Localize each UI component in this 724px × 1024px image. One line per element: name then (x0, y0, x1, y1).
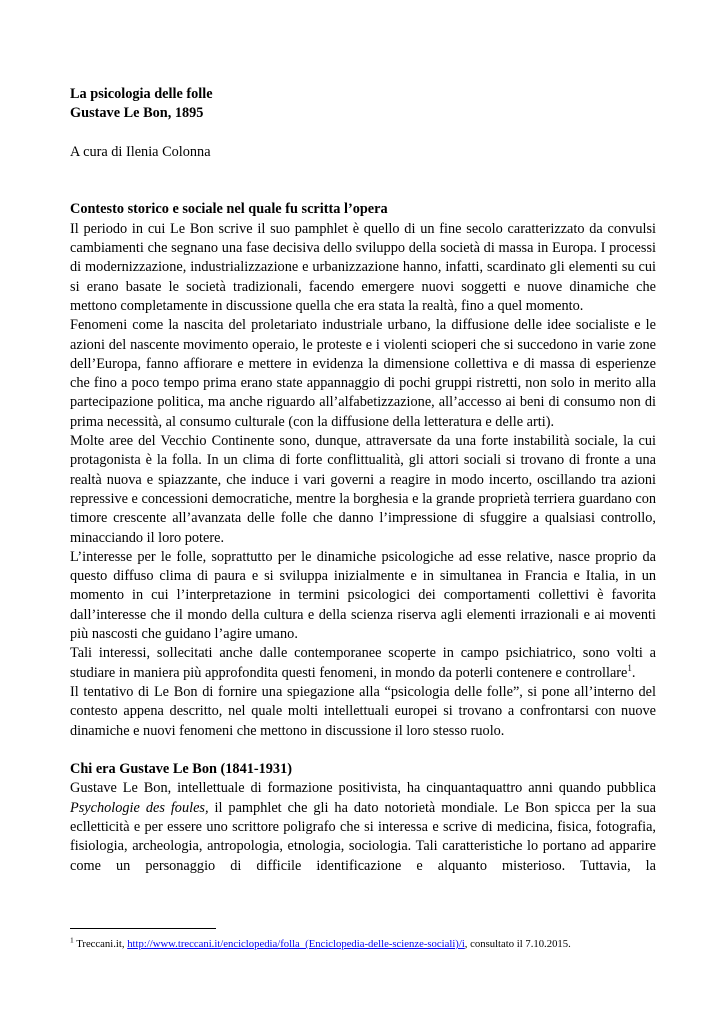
footnote-1 (70, 937, 656, 951)
paragraph: Fenomeni come la nascita del proletariato industriale urbano, la diffusione delle idee socialiste e le azioni del nascente movimento operaio, le proteste e i violenti scioperi che si succedono in varie zone dell’Europa, fanno affiorare e mettere in evidenza la dimensione collettiva e di massa di esperienze che fino a poco tempo prima erano state appannaggio di pochi gruppi ristretti, non solo in merito alla partecipazione politica, ma anche riguardo all’alfabetizzazione, all’accesso ai beni di consumo non di prima necessità, al consumo culturale (con la diffusione della letteratura e delle arti). (70, 317, 656, 430)
paragraph-period: . (631, 664, 636, 681)
footnote-reference[interactable]: 1 (627, 662, 632, 673)
paragraph: Il tentativo di Le Bon di fornire una spiegazione alla “psicologia delle folle”, si pone all’interno del contesto appena descritto, nel quale molti intellettuali europei si trovano a confrontarsi con nuove dinamiche e nuovi fenomeni che mettono in discussione il loro stesso ruolo. (70, 683, 656, 739)
footnotes (70, 928, 656, 951)
section-biography (70, 760, 656, 876)
paragraph-with-footnote (70, 644, 656, 683)
section-heading: Chi era Gustave Le Bon (1841-1931) (70, 761, 292, 778)
document-page (70, 85, 656, 876)
document-title: La psicologia delle folle (70, 86, 213, 102)
book-title: Psychologie des foules, (70, 799, 209, 816)
paragraph: Molte aree del Vecchio Continente sono, dunque, attraversate da una forte instabilità sociale, la cui protagonista è la folla. In un clima di forte conflittualità, gli attori sociali si trovano di fronte a una realtà nuova e spiazzante, che induce i vari governi a reagire in modo incerto, oscillando tra azioni repressive e concessioni democratiche, mentre la borghesia e la grande proprietà terriera guardano con timore crescente all’avanzata delle folle che danno l’impressione di sfuggire a qualsiasi controllo, minacciando il loro potere. (70, 433, 656, 546)
section-heading: Contesto storico e sociale nel quale fu scritta l’opera (70, 201, 388, 218)
footnote-separator (70, 928, 216, 929)
footnote-source: Treccani.it, (73, 938, 128, 950)
document-author-year: Gustave Le Bon, 1895 (70, 105, 204, 122)
footnote-accessed: , consultato il 7.10.2015. (464, 938, 571, 950)
paragraph-text: il pamphlet che gli ha dato notorietà mondiale. Le Bon spicca per la sua eclletticità e per essere uno scrittore poligrafo che si interessa e scrive di medicina, fisica, fotografia, fisiologia, archeologia, antropologia, etnologia, sociologia. Tali caratteristiche lo portano ad apparire come un personaggio di difficile identificazione e alquanto misterioso. Tuttavia, la (70, 799, 656, 874)
paragraph: Il periodo in cui Le Bon scrive il suo pamphlet è quello di un fine secolo caratterizzato da convulsi cambiamenti che segnano una fase decisiva dello sviluppo della società di massa in Europa. I processi di modernizzazione, industrializzazione e urbanizzazione hanno, infatti, scardinato gli elementi su cui si erano basate le società tradizionali, facendo emergere nuovi soggetti e nuove dinamiche che mettono completamente in discussione quella che era stata la realtà, fino a quel momento. (70, 220, 656, 314)
footnote-link[interactable]: http://www.treccani.it/enciclopedia/folla_(Enciclopedia-delle-scienze-sociali)/i (127, 938, 465, 950)
paragraph (70, 779, 656, 875)
paragraph: L’interesse per le folle, soprattutto per le dinamiche psicologiche ad esse relative, nasce proprio da questo diffuso clima di paura e si sviluppa inizialmente e in simultanea in Francia e Italia, in un momento in cui l’interpretazione in termini psicologici dei comportamenti collettivi è favorita dall’interesse che il mondo della cultura e della scienza riserva agli elementi irrazionali e ai moventi più nascosti che guidano l’agire umano. (70, 548, 656, 643)
paragraph-text: Tali interessi, sollecitati anche dalle contemporanee scoperte in campo psichiatrico, sono volti a studiare in maniera più approfondita questi fenomeni, in mondo da poterli contenere e controllare (70, 645, 656, 681)
paragraph-text: Gustave Le Bon, intellettuale di formazione positivista, ha cinquantaquattro anni quando pubblica (70, 780, 656, 797)
document-curator: A cura di Ilenia Colonna (70, 143, 211, 160)
footnote-number: 1 (70, 935, 74, 945)
section-historical-context (70, 200, 656, 740)
